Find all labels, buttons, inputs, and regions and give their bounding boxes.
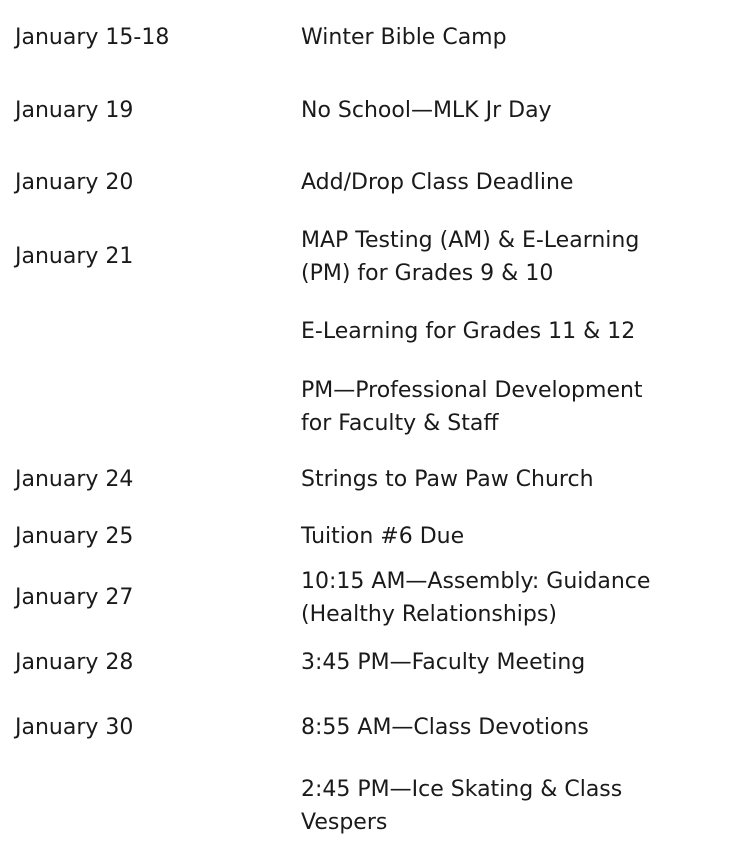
entry-date: January 19 (15, 98, 134, 123)
event-text: Strings to Paw Paw Church (301, 467, 594, 492)
event-item (301, 711, 721, 744)
entry-date: January 27 (15, 585, 134, 610)
event-text: E-Learning for Grades 11 & 12 (301, 319, 636, 344)
event-item (301, 374, 721, 440)
event-text: (PM) for Grades 9 & 10 (301, 261, 554, 286)
entry-date: January 15-18 (15, 25, 170, 50)
entry-date: January 25 (15, 524, 134, 549)
entry-date: January 21 (15, 244, 134, 269)
event-text: No School—MLK Jr Day (301, 98, 552, 123)
event-text: Add/Drop Class Deadline (301, 170, 574, 195)
entry-date: January 20 (15, 170, 134, 195)
event-text: Tuition #6 Due (301, 524, 465, 549)
event-item (301, 21, 721, 54)
event-item (301, 463, 721, 496)
event-text: MAP Testing (AM) & E-Learning (301, 228, 640, 253)
event-text: Winter Bible Camp (301, 25, 507, 50)
entry-date: January 30 (15, 715, 134, 740)
event-text: PM—Professional Development (301, 378, 643, 403)
event-item (301, 565, 721, 631)
event-text: 2:45 PM—Ice Skating & Class (301, 777, 623, 802)
event-text: Vespers (301, 810, 388, 835)
event-item (301, 773, 721, 839)
entry-date: January 28 (15, 650, 134, 675)
event-text: (Healthy Relationships) (301, 602, 557, 627)
event-item (301, 224, 721, 290)
event-item (301, 520, 721, 553)
event-item (301, 315, 721, 348)
event-text: 8:55 AM—Class Devotions (301, 715, 589, 740)
entry-date: January 24 (15, 467, 134, 492)
event-item (301, 94, 721, 127)
event-item (301, 166, 721, 199)
event-text: for Faculty & Staff (301, 411, 499, 436)
event-text: 3:45 PM—Faculty Meeting (301, 650, 586, 675)
event-text: 10:15 AM—Assembly: Guidance (301, 569, 651, 594)
event-item (301, 646, 721, 679)
